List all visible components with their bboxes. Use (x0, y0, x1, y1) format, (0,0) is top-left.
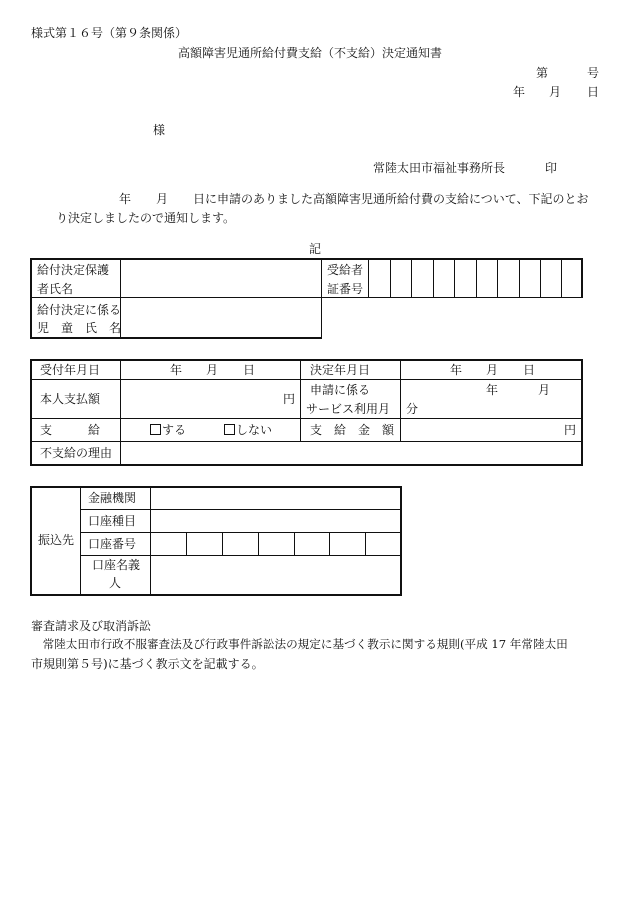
payment-option-yes[interactable] (150, 424, 186, 436)
decision-year: 年 (450, 363, 463, 377)
appeal-line2: 市規則第５号)に基づく教示文を記載する。 (31, 657, 264, 671)
service-month: 月 (538, 383, 551, 397)
decision-month: 月 (486, 363, 499, 377)
service-month-label-line2: サービス利用月 (306, 402, 391, 416)
bank-label: 金融機関 (88, 491, 137, 505)
self-payment-label: 本人支払額 (40, 392, 101, 406)
amount-label: 支 給 金 額 (310, 423, 395, 437)
guardian-label-line1: 給付決定保護 (37, 263, 110, 277)
appeal-heading: 審査請求及び取消訴訟 (31, 619, 152, 633)
service-month-label-line1: 申請に係る (310, 383, 371, 397)
number-label-go: 号 (587, 66, 600, 80)
intro-line2: り決定しましたので通知します。 (56, 211, 236, 225)
option-no-label: しない (236, 423, 273, 437)
checkbox-no-icon[interactable] (224, 424, 235, 435)
account-number-label: 口座番号 (88, 537, 137, 551)
date-month-label: 月 (549, 85, 562, 99)
number-label-dai: 第 (536, 66, 549, 80)
account-type-label: 口座種目 (88, 514, 137, 528)
payment-option-no[interactable] (224, 424, 272, 436)
payment-label: 支 給 (40, 423, 101, 437)
account-holder-label-line2: 人 (109, 576, 122, 590)
recipient-number-label-line2: 証番号 (327, 282, 364, 296)
received-month: 月 (206, 363, 219, 377)
recipient-number-label-line1: 受給者 (327, 263, 364, 277)
ki-label: 記 (309, 242, 322, 256)
received-year: 年 (170, 363, 183, 377)
intro-year: 年 (119, 192, 132, 206)
service-year: 年 (486, 383, 499, 397)
received-day: 日 (243, 363, 256, 377)
date-day-label: 日 (587, 85, 600, 99)
service-fen: 分 (406, 402, 419, 416)
form-number: 様式第１６号（第９条関係） (31, 26, 188, 40)
child-label-line2: 児 童 氏 名 (37, 321, 122, 335)
reason-label: 不支給の理由 (40, 446, 113, 460)
decision-date-label: 決定年月日 (310, 363, 371, 377)
issuer-name: 常陸太田市福祉事務所長 (373, 161, 506, 175)
intro-month: 月 (156, 192, 169, 206)
recipient-honorific: 様 (153, 123, 166, 137)
checkbox-yes-icon[interactable] (150, 424, 161, 435)
self-payment-yen: 円 (283, 392, 296, 406)
guardian-label-line2: 者氏名 (37, 282, 74, 296)
document-title: 高額障害児通所給付費支給（不支給）決定通知書 (178, 46, 443, 60)
transfer-label: 振込先 (38, 533, 75, 547)
intro-line1: 日に申請のありました高額障害児通所給付費の支給について、下記のとお (193, 192, 589, 206)
account-holder-label-line1: 口座名義 (92, 558, 141, 572)
decision-day: 日 (523, 363, 536, 377)
amount-yen: 円 (564, 423, 577, 437)
received-date-label: 受付年月日 (40, 363, 101, 377)
issuer-seal: 印 (545, 161, 558, 175)
child-label-line1: 給付決定に係る (37, 303, 122, 317)
appeal-line1: 常陸太田市行政不服審査法及び行政事件訴訟法の規定に基づく教示に関する規則(平成 17 年常陸太田 (31, 637, 568, 651)
date-year-label: 年 (513, 85, 526, 99)
option-yes-label: する (162, 423, 187, 437)
